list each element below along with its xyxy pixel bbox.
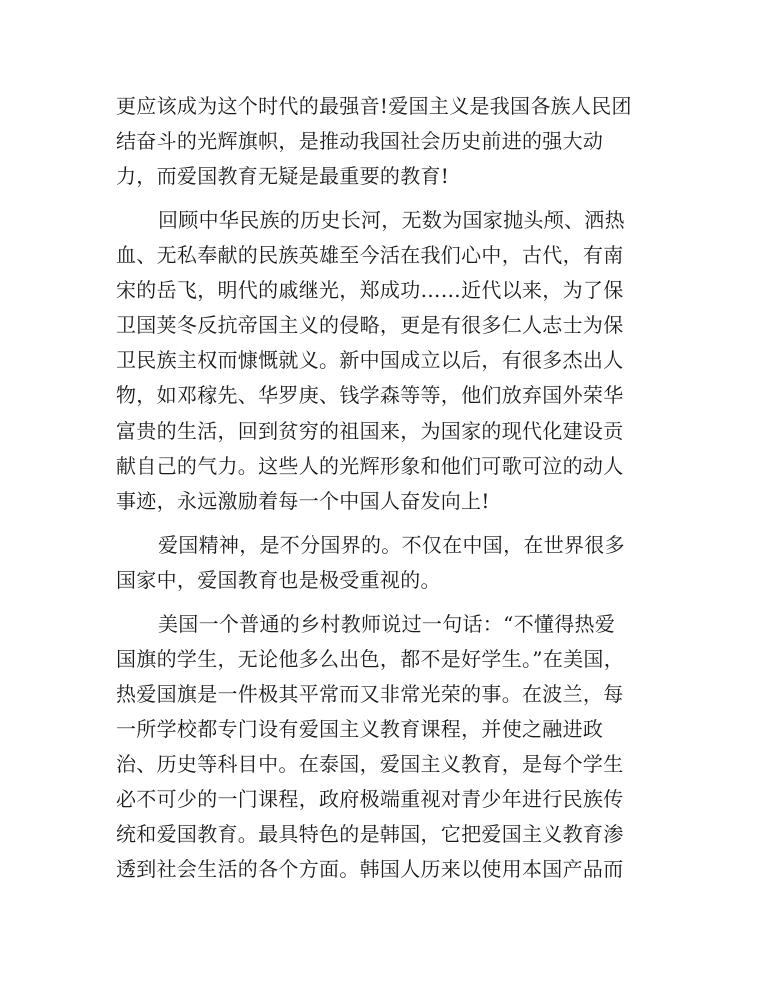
- text-line: 治、历史等科目中。在泰国，爱国主义教育，是每个学生: [116, 752, 624, 776]
- paragraph-first-line: 回顾中华民族的历史长河，无数为国家抛头颅、洒热: [158, 208, 625, 232]
- text-line: 血、无私奉献的民族英雄至今活在我们心中，古代，有南: [116, 243, 624, 267]
- text-line: 宋的岳飞，明代的戚继光，郑成功……近代以来，为了保: [116, 278, 624, 302]
- text-line: 富贵的生活，回到贫穷的祖国来，为国家的现代化建设贡: [116, 419, 624, 443]
- text-line: 一所学校都专门设有爱国主义教育课程，并使之融进政: [116, 717, 604, 741]
- text-line: 热爱国旗是一件极其平常而又非常光荣的事。在波兰，每: [116, 682, 624, 706]
- paragraph-first-line: 美国一个普通的乡村教师说过一句话：“不懂得热爱: [158, 612, 616, 636]
- text-line: 卫国荚冬反抗帝国主义的侵略，更是有很多仁人志士为保: [116, 313, 624, 337]
- text-line: 事迹，永远激励着每一个中国人奋发向上!: [116, 489, 490, 513]
- text-line: 物，如邓稼先、华罗庚、钱学森等等，他们放弃国外荣华: [116, 383, 624, 407]
- text-line: 结奋斗的光辉旗帜，是推动我国社会历史前进的强大动: [116, 129, 604, 153]
- text-line: 国旗的学生，无论他多么出色，都不是好学生。”在美国，: [116, 647, 625, 671]
- text-line: 必不可少的一门课程，政府极端重视对青少年进行民族传: [116, 787, 624, 811]
- text-line: 透到社会生活的各个方面。韩国人历来以使用本国产品而: [116, 857, 624, 881]
- text-line: 国家中，爱国教育也是极受重视的。: [116, 568, 441, 592]
- text-line: 统和爱国教育。最具特色的是韩国，它把爱国主义教育渗: [116, 822, 624, 846]
- text-line: 力，而爱国教育无疑是最重要的教育!: [116, 164, 450, 188]
- text-line: 更应该成为这个时代的最强音!爱国主义是我国各族人民团: [116, 94, 632, 118]
- text-line: 献自己的气力。这些人的光辉形象和他们可歌可泣的动人: [116, 454, 624, 478]
- text-line: 卫民族主权而慷慨就义。新中国成立以后，有很多杰出人: [116, 348, 624, 372]
- paragraph-first-line: 爱国精神，是不分国界的。不仅在中国，在世界很多: [158, 533, 625, 557]
